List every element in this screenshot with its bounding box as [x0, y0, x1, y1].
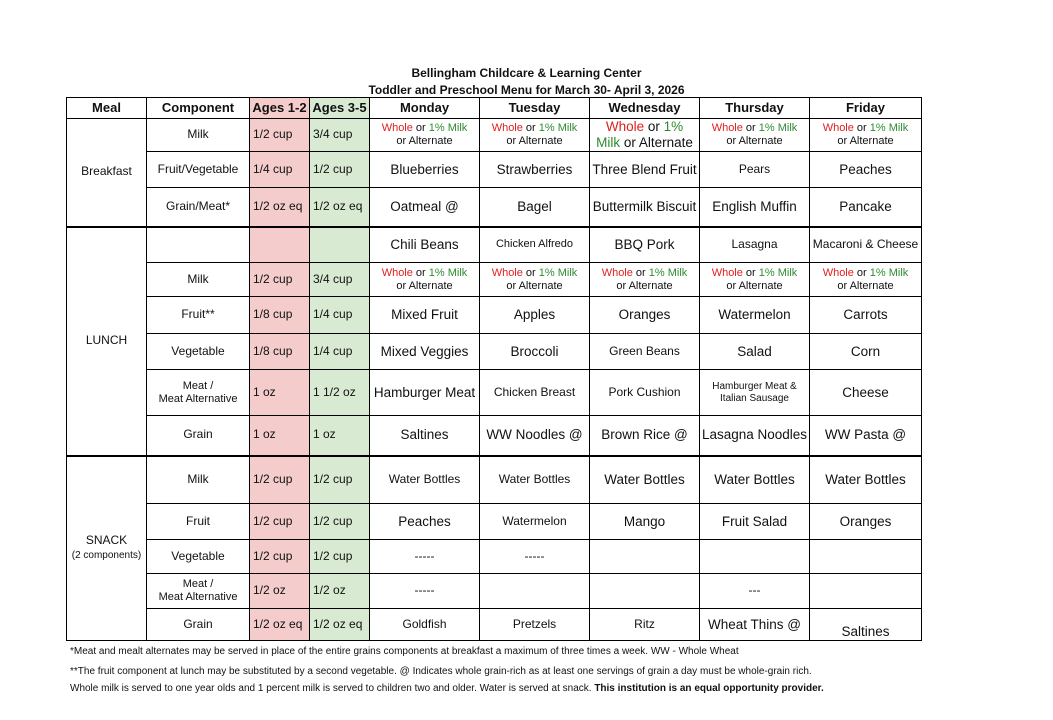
- menu-item: Pork Cushion: [590, 370, 700, 416]
- menu-item: WW Pasta @: [810, 416, 922, 456]
- portion-ages-1-2: 1/8 cup: [250, 334, 310, 370]
- menu-item: Lasagna: [700, 227, 810, 263]
- meal-snack: SNACK (2 components): [67, 456, 147, 641]
- col-ages-3-5: Ages 3-5: [310, 98, 370, 119]
- portion-ages-1-2: 1/2 oz eq: [250, 609, 310, 641]
- lunch-milk-row: [67, 263, 922, 297]
- menu-item: Broccoli: [480, 334, 590, 370]
- org-title: Bellingham Childcare & Learning Center: [411, 66, 642, 80]
- portion-ages-3-5: 1/4 cup: [310, 297, 370, 334]
- menu-item: [590, 540, 700, 574]
- portion-ages-1-2: 1/2 cup: [250, 540, 310, 574]
- col-friday: Friday: [810, 98, 922, 119]
- header-row: [67, 98, 922, 119]
- breakfast-grain-row: [67, 188, 922, 227]
- milk-friday: Whole or 1% Milk or Alternate: [810, 119, 922, 152]
- menu-item: -----: [370, 540, 480, 574]
- milk-monday: Whole or 1% Milk or Alternate: [370, 263, 480, 297]
- snack-meat-row: [67, 574, 922, 609]
- menu-item: [480, 574, 590, 609]
- menu-item: Lasagna Noodles: [700, 416, 810, 456]
- milk-tuesday: Whole or 1% Milk or Alternate: [480, 263, 590, 297]
- portion-ages-3-5: 1 oz: [310, 416, 370, 456]
- component-label: Fruit**: [147, 297, 250, 334]
- milk-thursday: Whole or 1% Milk or Alternate: [700, 263, 810, 297]
- milk-monday: Whole or 1% Milk or Alternate: [370, 119, 480, 152]
- portion-ages-3-5: 1/2 cup: [310, 152, 370, 188]
- menu-item: -----: [370, 574, 480, 609]
- menu-item: Water Bottles: [480, 456, 590, 504]
- component-label: Meat / Meat Alternative: [147, 574, 250, 609]
- footnote-milk-policy: Whole milk is served to one year olds and 1 percent milk is served to children two and older. Water is served at snack. This institution is an equal opportunity provider.: [70, 683, 824, 694]
- component-label: Milk: [147, 263, 250, 297]
- menu-item: Corn: [810, 334, 922, 370]
- menu-item: Buttermilk Biscuit: [590, 188, 700, 227]
- col-wednesday: Wednesday: [590, 98, 700, 119]
- portion-ages-3-5: 1/2 oz eq: [310, 188, 370, 227]
- menu-item: Brown Rice @: [590, 416, 700, 456]
- portion-ages-1-2: 1/8 cup: [250, 297, 310, 334]
- menu-item: WW Noodles @: [480, 416, 590, 456]
- col-component: Component: [147, 98, 250, 119]
- menu-item: Watermelon: [480, 504, 590, 540]
- portion-ages-3-5: 1 1/2 oz: [310, 370, 370, 416]
- menu-item: BBQ Pork: [590, 227, 700, 263]
- menu-item: ---: [700, 574, 810, 609]
- portion-ages-1-2: 1/2 cup: [250, 263, 310, 297]
- menu-item: [700, 540, 810, 574]
- menu-item: Water Bottles: [590, 456, 700, 504]
- menu-item: Saltines: [810, 609, 922, 641]
- menu-item: Hamburger Meat & Italian Sausage: [700, 370, 810, 416]
- menu-item: Cheese: [810, 370, 922, 416]
- meal-breakfast: Breakfast: [67, 119, 147, 227]
- menu-item: Peaches: [370, 504, 480, 540]
- lunch-fruit-row: [67, 297, 922, 334]
- component-label: Meat / Meat Alternative: [147, 370, 250, 416]
- component-label: Vegetable: [147, 540, 250, 574]
- portion-ages-1-2: 1/2 oz: [250, 574, 310, 609]
- portion-ages-3-5: 3/4 cup: [310, 119, 370, 152]
- menu-item: Salad: [700, 334, 810, 370]
- snack-veg-row: [67, 540, 922, 574]
- menu-item: Pears: [700, 152, 810, 188]
- portion-ages-3-5: 1/4 cup: [310, 334, 370, 370]
- menu-item: [590, 574, 700, 609]
- portion-ages-1-2: 1/2 cup: [250, 504, 310, 540]
- menu-item: Oatmeal @: [370, 188, 480, 227]
- menu-item: Water Bottles: [370, 456, 480, 504]
- menu-item: Pancake: [810, 188, 922, 227]
- col-thursday: Thursday: [700, 98, 810, 119]
- portion-ages-1-2: [250, 227, 310, 263]
- menu-item: Goldfish: [370, 609, 480, 641]
- menu-item: [810, 540, 922, 574]
- component-label: Grain: [147, 416, 250, 456]
- menu-item: Wheat Thins @: [700, 609, 810, 641]
- menu-item: Carrots: [810, 297, 922, 334]
- menu-item: Water Bottles: [810, 456, 922, 504]
- portion-ages-3-5: 1/2 oz eq: [310, 609, 370, 641]
- menu-item: Pretzels: [480, 609, 590, 641]
- portion-ages-3-5: 1/2 cup: [310, 504, 370, 540]
- menu-item: Macaroni & Cheese: [810, 227, 922, 263]
- milk-wednesday: Whole or 1% Milk or Alternate: [590, 263, 700, 297]
- menu-item: Saltines: [370, 416, 480, 456]
- snack-fruit-row: [67, 504, 922, 540]
- menu-item: Oranges: [590, 297, 700, 334]
- menu-item: -----: [480, 540, 590, 574]
- col-monday: Monday: [370, 98, 480, 119]
- component-label: Milk: [147, 456, 250, 504]
- menu-item: Apples: [480, 297, 590, 334]
- component-label: Fruit: [147, 504, 250, 540]
- menu-item: Oranges: [810, 504, 922, 540]
- breakfast-fruit-row: [67, 152, 922, 188]
- portion-ages-3-5: [310, 227, 370, 263]
- snack-milk-row: [67, 456, 922, 504]
- lunch-veg-row: [67, 334, 922, 370]
- equal-opportunity-statement: This institution is an equal opportunity provider.: [594, 683, 824, 694]
- menu-item: Mango: [590, 504, 700, 540]
- footnote-fruit-substitution: **The fruit component at lunch may be substituted by a second vegetable. @ Indicates whole grain-rich as at least one servings of grain a day must be whole-grain rich.: [70, 666, 812, 677]
- milk-friday: Whole or 1% Milk or Alternate: [810, 263, 922, 297]
- portion-ages-3-5: 1/2 cup: [310, 456, 370, 504]
- menu-item: Bagel: [480, 188, 590, 227]
- menu-item: Watermelon: [700, 297, 810, 334]
- portion-ages-1-2: 1 oz: [250, 416, 310, 456]
- menu-item: Peaches: [810, 152, 922, 188]
- menu-item: Water Bottles: [700, 456, 810, 504]
- menu-item: Green Beans: [590, 334, 700, 370]
- portion-ages-3-5: 3/4 cup: [310, 263, 370, 297]
- lunch-entree-row: [67, 227, 922, 263]
- portion-ages-1-2: 1/4 cup: [250, 152, 310, 188]
- meal-lunch: LUNCH: [67, 227, 147, 456]
- menu-item: Fruit Salad: [700, 504, 810, 540]
- portion-ages-1-2: 1/2 cup: [250, 119, 310, 152]
- portion-ages-1-2: 1/2 oz eq: [250, 188, 310, 227]
- lunch-meat-row: [67, 370, 922, 416]
- lunch-grain-row: [67, 416, 922, 456]
- component-label: Grain: [147, 609, 250, 641]
- component-label: Vegetable: [147, 334, 250, 370]
- menu-item: Chicken Alfredo: [480, 227, 590, 263]
- component-label: [147, 227, 250, 263]
- portion-ages-1-2: 1 oz: [250, 370, 310, 416]
- col-ages-1-2: Ages 1-2: [250, 98, 310, 119]
- menu-item: Mixed Fruit: [370, 297, 480, 334]
- milk-wednesday: Whole or 1% Milk or Alternate: [590, 119, 700, 152]
- component-label: Fruit/Vegetable: [147, 152, 250, 188]
- menu-item: Hamburger Meat: [370, 370, 480, 416]
- footnote-meat-alternates: *Meat and mealt alternates may be served in place of the entire grains components at breakfast a maximum of three times a week. WW - Whole Wheat: [70, 646, 739, 657]
- portion-ages-3-5: 1/2 cup: [310, 540, 370, 574]
- menu-item: Three Blend Fruit: [590, 152, 700, 188]
- snack-grain-row: [67, 609, 922, 641]
- portion-ages-1-2: 1/2 cup: [250, 456, 310, 504]
- portion-ages-3-5: 1/2 oz: [310, 574, 370, 609]
- menu-item: Strawberries: [480, 152, 590, 188]
- menu-item: Blueberries: [370, 152, 480, 188]
- menu-item: Chili Beans: [370, 227, 480, 263]
- menu-item: Chicken Breast: [480, 370, 590, 416]
- col-tuesday: Tuesday: [480, 98, 590, 119]
- component-label: Milk: [147, 119, 250, 152]
- menu-item: [810, 574, 922, 609]
- component-label: Grain/Meat*: [147, 188, 250, 227]
- breakfast-milk-row: [67, 119, 922, 152]
- menu-title: Toddler and Preschool Menu for March 30- April 3, 2026: [368, 83, 685, 97]
- menu-table: [66, 97, 922, 641]
- col-meal: Meal: [67, 98, 147, 119]
- milk-tuesday: Whole or 1% Milk or Alternate: [480, 119, 590, 152]
- menu-item: Mixed Veggies: [370, 334, 480, 370]
- menu-item: Ritz: [590, 609, 700, 641]
- milk-thursday: Whole or 1% Milk or Alternate: [700, 119, 810, 152]
- menu-item: English Muffin: [700, 188, 810, 227]
